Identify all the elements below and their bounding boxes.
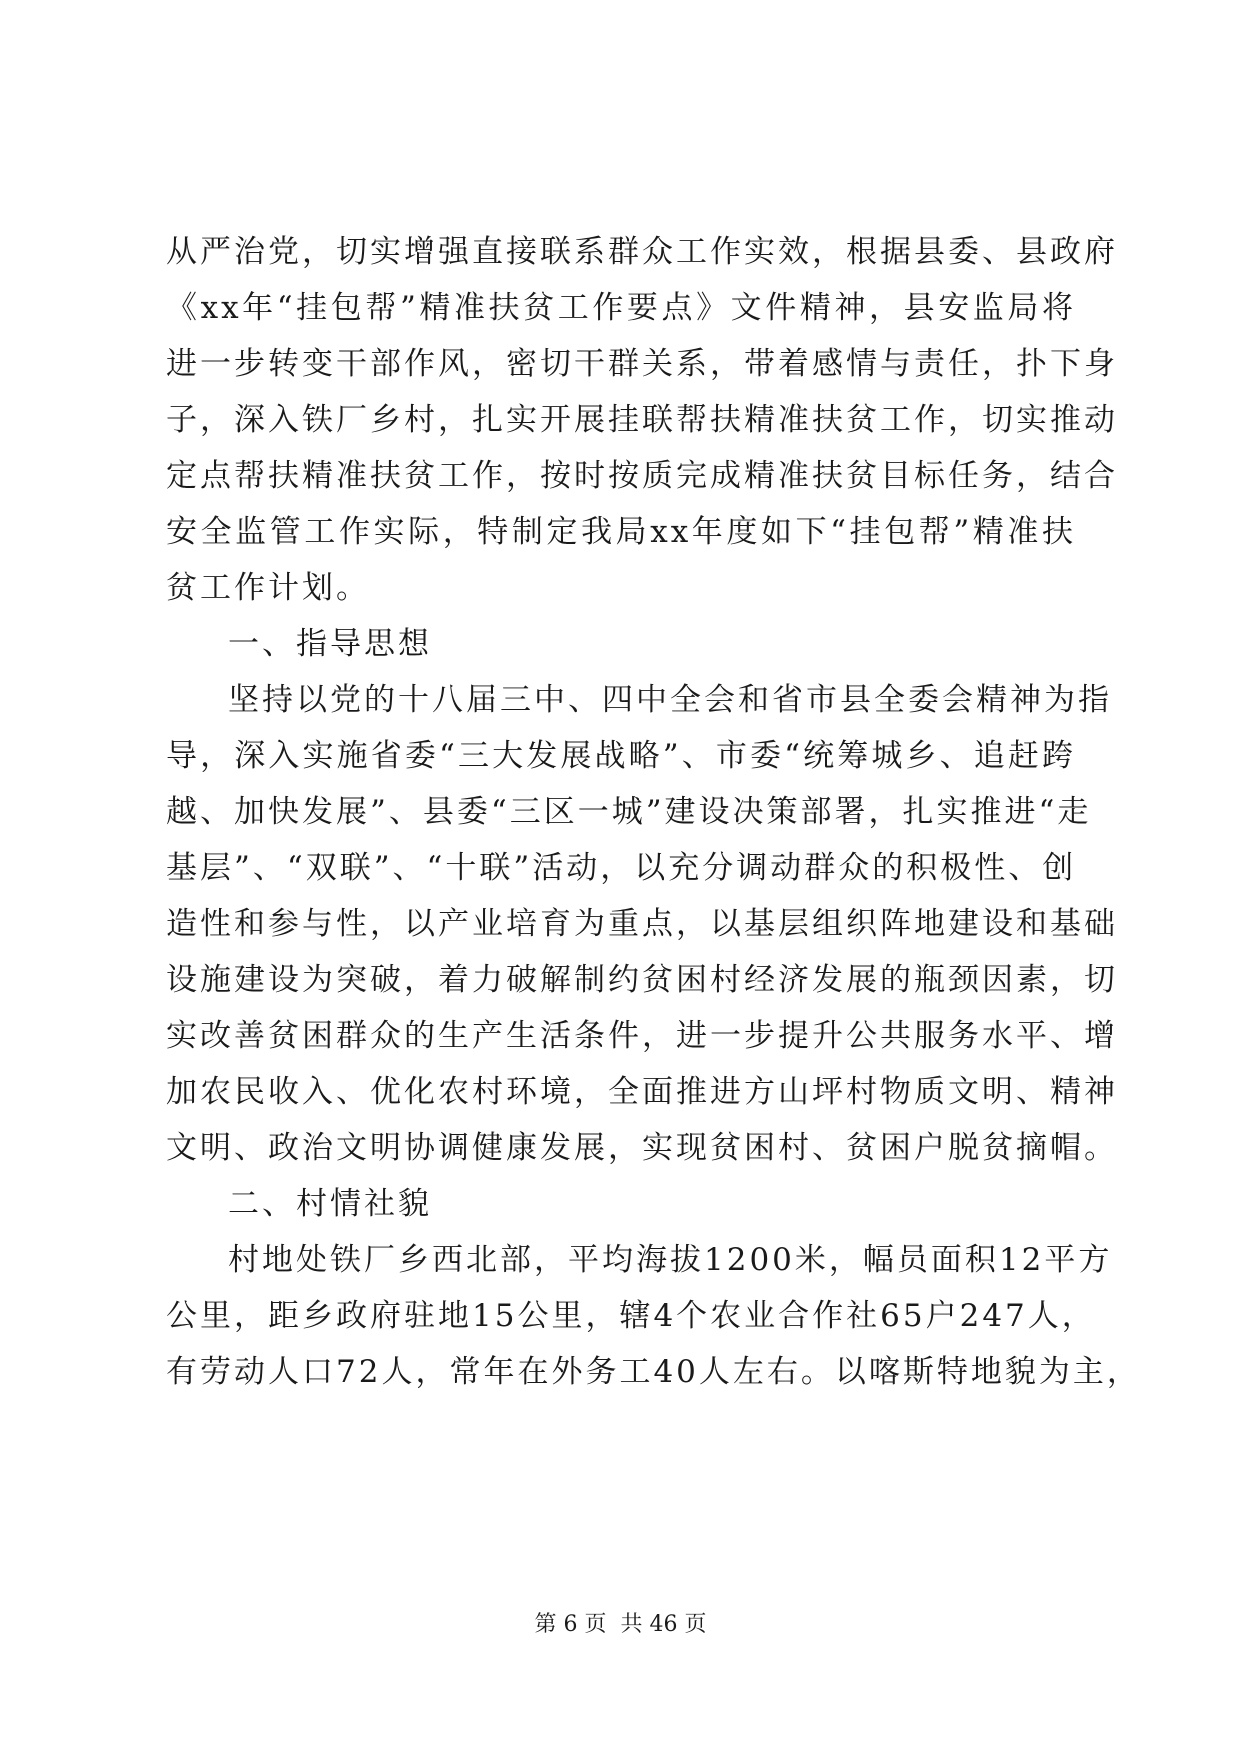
text-line-3: 进一步转变干部作风，密切干群关系，带着感情与责任，扑下身 bbox=[166, 346, 1118, 382]
text-line-15: 实改善贫困群众的生产生活条件，进一步提升公共服务水平、增 bbox=[166, 1018, 1118, 1054]
text-line-11: 越、加快发展”、县委“三区一城”建设决策部署，扎实推进“走 bbox=[166, 794, 1092, 830]
page-number-footer: 第 6 页 共 46 页 bbox=[534, 1612, 707, 1637]
text-line-10: 导，深入实施省委“三大发展战略”、市委“统筹城乡、追赶跨 bbox=[166, 738, 1076, 774]
text-line-16: 加农民收入、优化农村环境，全面推进方山坪村物质文明、精神 bbox=[166, 1074, 1118, 1110]
section-heading-guiding-ideology: 一、指导思想 bbox=[228, 626, 432, 662]
text-line-2: 《xx年“挂包帮”精准扶贫工作要点》文件精神，县安监局将 bbox=[166, 290, 1076, 326]
text-line-1: 从严治党，切实增强直接联系群众工作实效，根据县委、县政府 bbox=[166, 234, 1118, 270]
text-line-9: 坚持以党的十八届三中、四中全会和省市县全委会精神为指 bbox=[228, 682, 1112, 718]
text-line-20: 公里，距乡政府驻地15公里，辖4个农业合作社65户247人， bbox=[166, 1298, 1096, 1334]
text-line-12: 基层”、“双联”、“十联”活动，以充分调动群众的积极性、创 bbox=[166, 850, 1077, 886]
section-heading-village-profile: 二、村情社貌 bbox=[228, 1186, 432, 1222]
text-line-7: 贫工作计划。 bbox=[166, 570, 370, 606]
text-line-14: 设施建设为突破，着力破解制约贫困村经济发展的瓶颈因素，切 bbox=[166, 962, 1118, 998]
text-line-6: 安全监管工作实际，特制定我局xx年度如下“挂包帮”精准扶 bbox=[166, 514, 1076, 550]
text-line-19: 村地处铁厂乡西北部，平均海拔1200米，幅员面积12平方 bbox=[228, 1242, 1113, 1278]
text-line-17: 文明、政治文明协调健康发展，实现贫困村、贫困户脱贫摘帽。 bbox=[166, 1130, 1118, 1166]
text-line-5: 定点帮扶精准扶贫工作，按时按质完成精准扶贫目标任务，结合 bbox=[166, 458, 1118, 494]
text-line-21: 有劳动人口72人，常年在外务工40人左右。以喀斯特地貌为主， bbox=[166, 1354, 1141, 1390]
text-line-13: 造性和参与性，以产业培育为重点，以基层组织阵地建设和基础 bbox=[166, 906, 1118, 942]
text-line-4: 子，深入铁厂乡村，扎实开展挂联帮扶精准扶贫工作，切实推动 bbox=[166, 402, 1118, 438]
